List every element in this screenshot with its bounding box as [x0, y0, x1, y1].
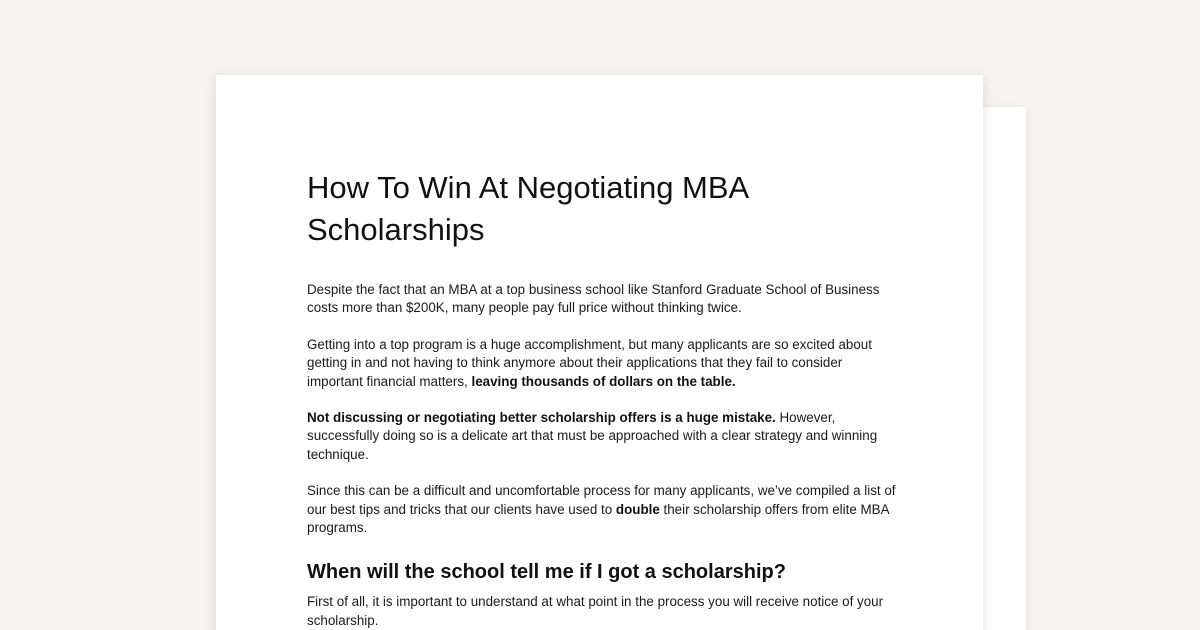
paragraph-4-text-after: their scholarship offers from elite MBA programs.: [307, 501, 889, 536]
document-title: How To Win At Negotiating MBA Scholarships: [307, 170, 748, 247]
paragraph-1: [307, 281, 897, 318]
paragraph-4: [307, 482, 897, 537]
paragraph-2-bold: leaving thousands of dollars on the table.: [471, 373, 736, 389]
paragraph-3-text: However, successfully doing so is a delicate art that must be approached with a clear strategy and winning technique.: [307, 410, 878, 462]
section-heading: When will the school tell me if I got a scholarship?: [307, 561, 786, 584]
paragraph-4-bold: double: [615, 501, 660, 517]
paragraph-3-bold: Not discussing or negotiating better scholarship offers is a huge mistake.: [307, 410, 776, 426]
paragraph-3: [307, 409, 897, 464]
paragraph-2-text: Getting into a top program is a huge accomplishment, but many applicants are so excited about getting in and not having to think anymore about their applications that they fail to consider important financial matters,: [307, 336, 872, 389]
page-content: [307, 167, 897, 630]
paragraph-2: [307, 336, 897, 391]
paragraph-1-text: Despite the fact that an MBA at a top business school like Stanford Graduate School of Business costs more than $200K, many people pay full price without thinking twice.: [307, 282, 880, 316]
section-paragraph: First of all, it is important to understand at what point in the process you will receive notice of your scholarship.: [307, 594, 884, 628]
paragraph-4-text-before: Since this can be a difficult and uncomfortable process for many applicants, we’ve compiled a list of our best tips and tricks that our clients have used to: [307, 483, 896, 517]
front-page: [216, 75, 983, 630]
